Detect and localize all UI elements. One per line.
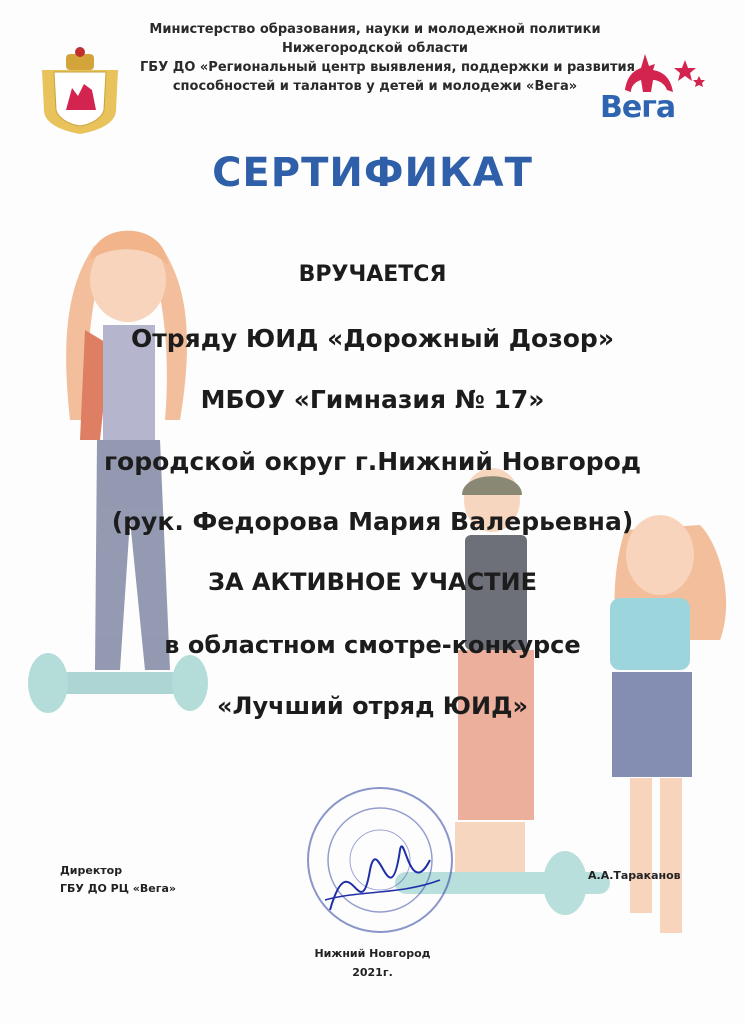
contest-name: «Лучший отряд ЮИД» (217, 692, 528, 720)
recipient-school: МБОУ «Гимназия № 17» (200, 385, 545, 414)
header-line-1: Министерство образования, науки и молодежной политики (149, 22, 601, 37)
issue-place-date (0, 944, 745, 982)
recipient-team: Отряду ЮИД «Дорожный Дозор» (131, 324, 614, 353)
header-line-4: способностей и талантов у детей и молодежи «Вега» (172, 79, 578, 94)
issuer-header (140, 20, 635, 96)
certificate-title: СЕРТИФИКАТ (212, 150, 533, 196)
coat-of-arms-icon (32, 40, 128, 136)
signatory-position-line-1: Директор (60, 864, 123, 877)
header-line-3: ГБУ ДО «Региональный центр выявления, поддержки и развития (140, 60, 635, 75)
award-event: в областном смотре-конкурсе (164, 631, 581, 659)
vega-logo-text: Вега (600, 90, 676, 125)
issue-city: Нижний Новгород (314, 947, 431, 960)
signatory-name: А.А.Тараканов (588, 869, 681, 882)
recipient-leader: (рук. Федорова Мария Валерьевна) (111, 507, 634, 536)
header-line-2: Нижегородской области (282, 41, 468, 56)
official-stamp-icon (300, 780, 460, 940)
signatory-position-line-2: ГБУ ДО РЦ «Вега» (60, 882, 177, 895)
award-reason: ЗА АКТИВНОЕ УЧАСТИЕ (207, 568, 538, 596)
awarded-label: ВРУЧАЕТСЯ (298, 262, 447, 287)
signatory-position (60, 862, 176, 898)
issue-year: 2021г. (352, 966, 393, 979)
recipient-district: городской округ г.Нижний Новгород (103, 447, 642, 476)
